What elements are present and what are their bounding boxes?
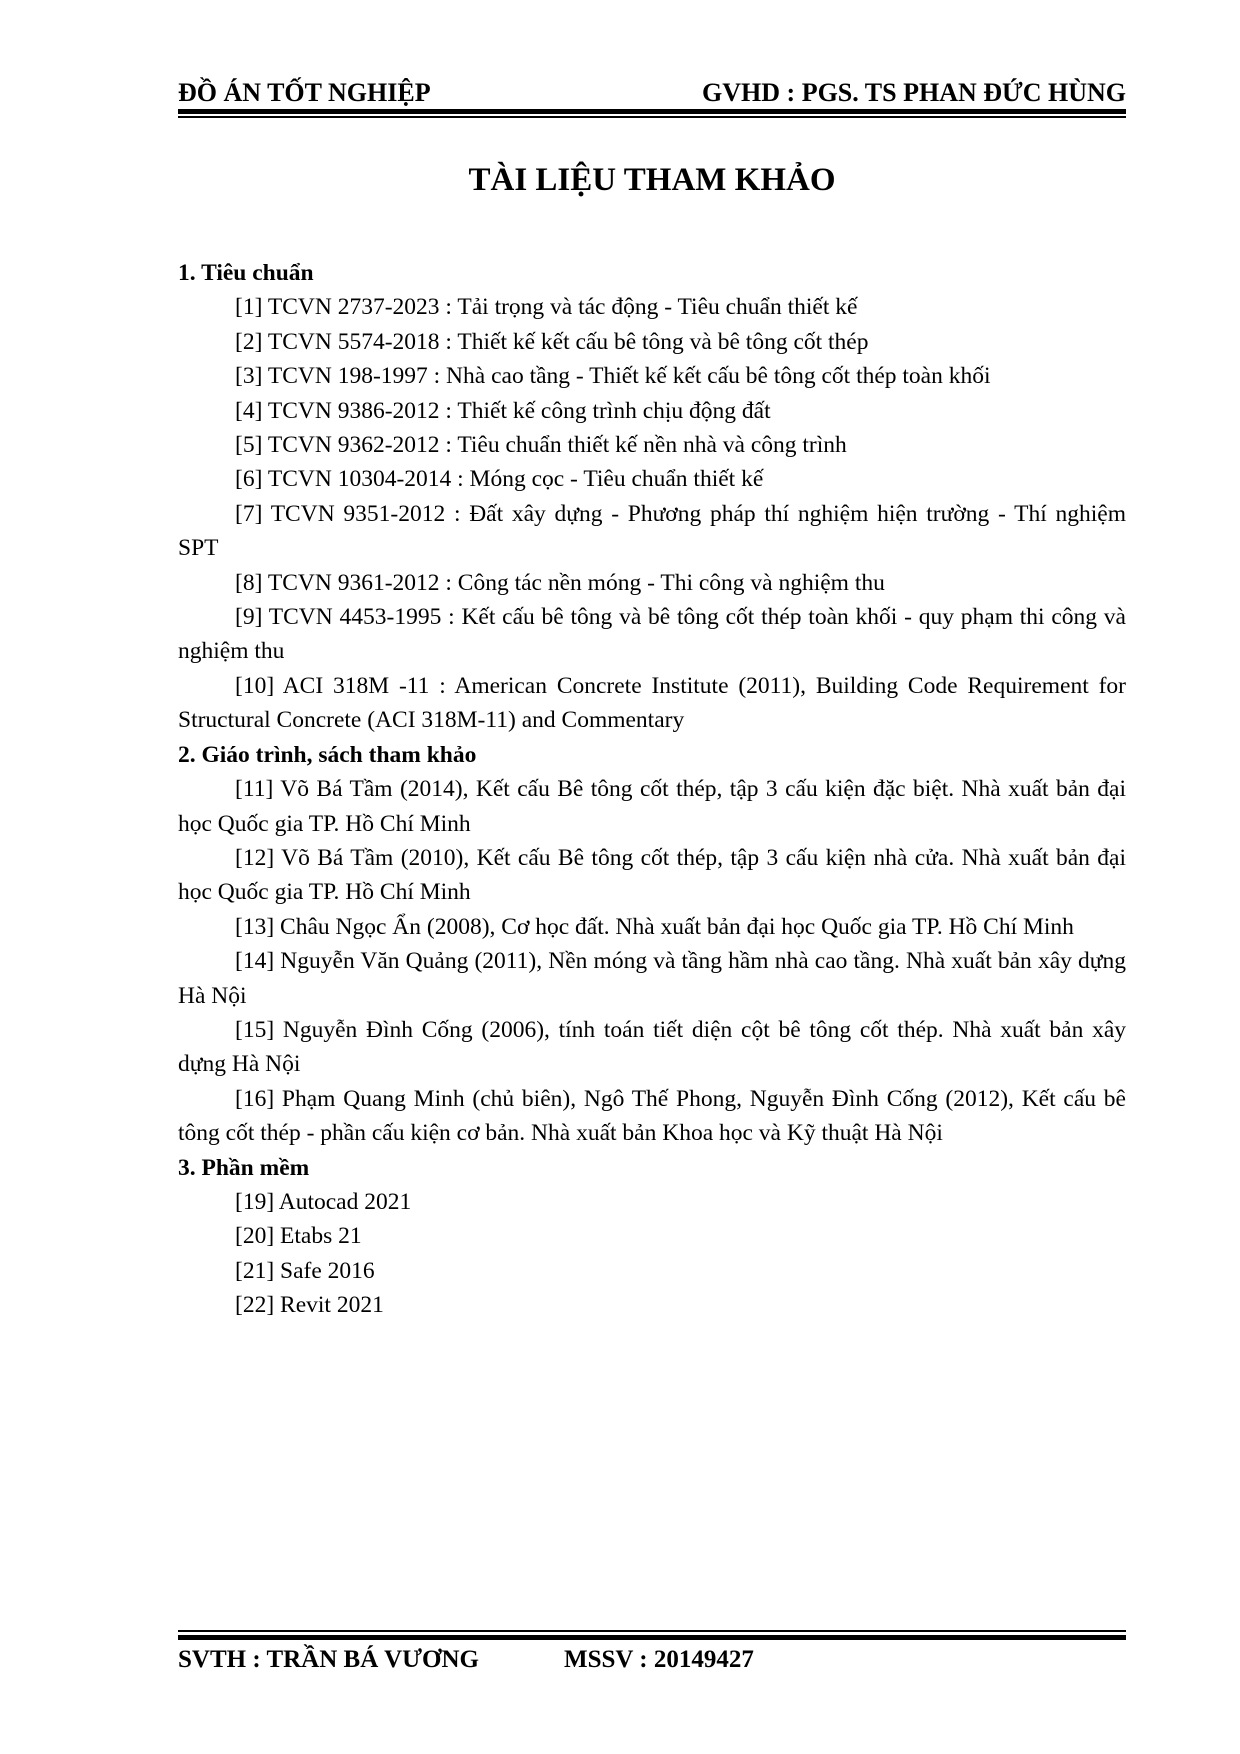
reference-item: [21] Safe 2016: [235, 1257, 375, 1284]
reference-item: [8] TCVN 9361-2012 : Công tác nền móng - Thi công và nghiệm thu: [235, 569, 885, 596]
footer-rule-thin: [178, 1630, 1126, 1632]
page-title: TÀI LIỆU THAM KHẢO: [468, 162, 836, 198]
reference-item: [15] Nguyễn Đình Cống (2006), tính toán tiết diện cột bê tông cốt thép. Nhà xuất bản xây dựng Hà Nội: [178, 1016, 1126, 1078]
header-rule-thick: [178, 109, 1126, 114]
section-heading-software: 3. Phần mềm: [178, 1154, 310, 1181]
footer-student-label: SVTH : TRẦN BÁ VƯƠNG: [178, 1646, 479, 1673]
reference-item: [3] TCVN 198-1997 : Nhà cao tầng - Thiết kế kết cấu bê tông cốt thép toàn khối: [235, 363, 991, 390]
reference-item: [12] Võ Bá Tầm (2010), Kết cấu Bê tông cốt thép, tập 3 cấu kiện nhà cửa. Nhà xuất bản đại học Quốc gia TP. Hồ Chí Minh: [178, 844, 1126, 906]
reference-item: [13] Châu Ngọc Ẩn (2008), Cơ học đất. Nhà xuất bản đại học Quốc gia TP. Hồ Chí Minh: [235, 913, 1074, 940]
footer-student-id: MSSV : 20149427: [564, 1646, 754, 1673]
page-footer: [178, 1644, 1126, 1680]
header-rule-thin: [178, 116, 1126, 118]
page-header: [178, 70, 1126, 110]
reference-item: [6] TCVN 10304-2014 : Móng cọc - Tiêu chuẩn thiết kế: [235, 466, 764, 493]
footer-rule-thick: [178, 1635, 1126, 1640]
reference-item: [2] TCVN 5574-2018 : Thiết kế kết cấu bê tông và bê tông cốt thép: [235, 328, 869, 355]
reference-item: [4] TCVN 9386-2012 : Thiết kế công trình chịu động đất: [235, 397, 771, 424]
reference-item: [7] TCVN 9351-2012 : Đất xây dựng - Phương pháp thí nghiệm hiện trường - Thí nghiệm SPT: [178, 500, 1126, 562]
header-thesis-label: ĐỒ ÁN TỐT NGHIỆP: [178, 78, 431, 107]
reference-item: [22] Revit 2021: [235, 1292, 384, 1319]
reference-item: [20] Etabs 21: [235, 1223, 362, 1250]
section-heading-standards: 1. Tiêu chuẩn: [178, 260, 314, 286]
reference-item: [5] TCVN 9362-2012 : Tiêu chuẩn thiết kế nền nhà và công trình: [235, 432, 847, 459]
section-heading-textbooks: 2. Giáo trình, sách tham khảo: [178, 741, 477, 768]
reference-item: [11] Võ Bá Tầm (2014), Kết cấu Bê tông cốt thép, tập 3 cấu kiện đặc biệt. Nhà xuất bản đại học Quốc gia TP. Hồ Chí Minh: [178, 776, 1126, 837]
header-advisor-label: GVHD : PGS. TS PHAN ĐỨC HÙNG: [702, 78, 1126, 107]
reference-item: [10] ACI 318M -11 : American Concrete Institute (2011), Building Code Requirement for Structural Concrete (ACI 318M-11) and Commentary: [178, 672, 1126, 734]
reference-item: [16] Phạm Quang Minh (chủ biên), Ngô Thế Phong, Nguyễn Đình Cống (2012), Kết cấu bê tông cốt thép - phần cấu kiện cơ bản. Nhà xuất bản Khoa học và Kỹ thuật Hà Nội: [178, 1085, 1126, 1147]
references-body: [178, 256, 1126, 1323]
reference-item: [9] TCVN 4453-1995 : Kết cấu bê tông và bê tông cốt thép toàn khối - quy phạm thi công và nghiệm thu: [178, 604, 1126, 665]
reference-item: [14] Nguyễn Văn Quảng (2011), Nền móng và tầng hầm nhà cao tầng. Nhà xuất bản xây dựng Hà Nội: [178, 948, 1126, 1009]
reference-item: [1] TCVN 2737-2023 : Tải trọng và tác động - Tiêu chuẩn thiết kế: [235, 294, 858, 321]
reference-item: [19] Autocad 2021: [235, 1188, 412, 1215]
